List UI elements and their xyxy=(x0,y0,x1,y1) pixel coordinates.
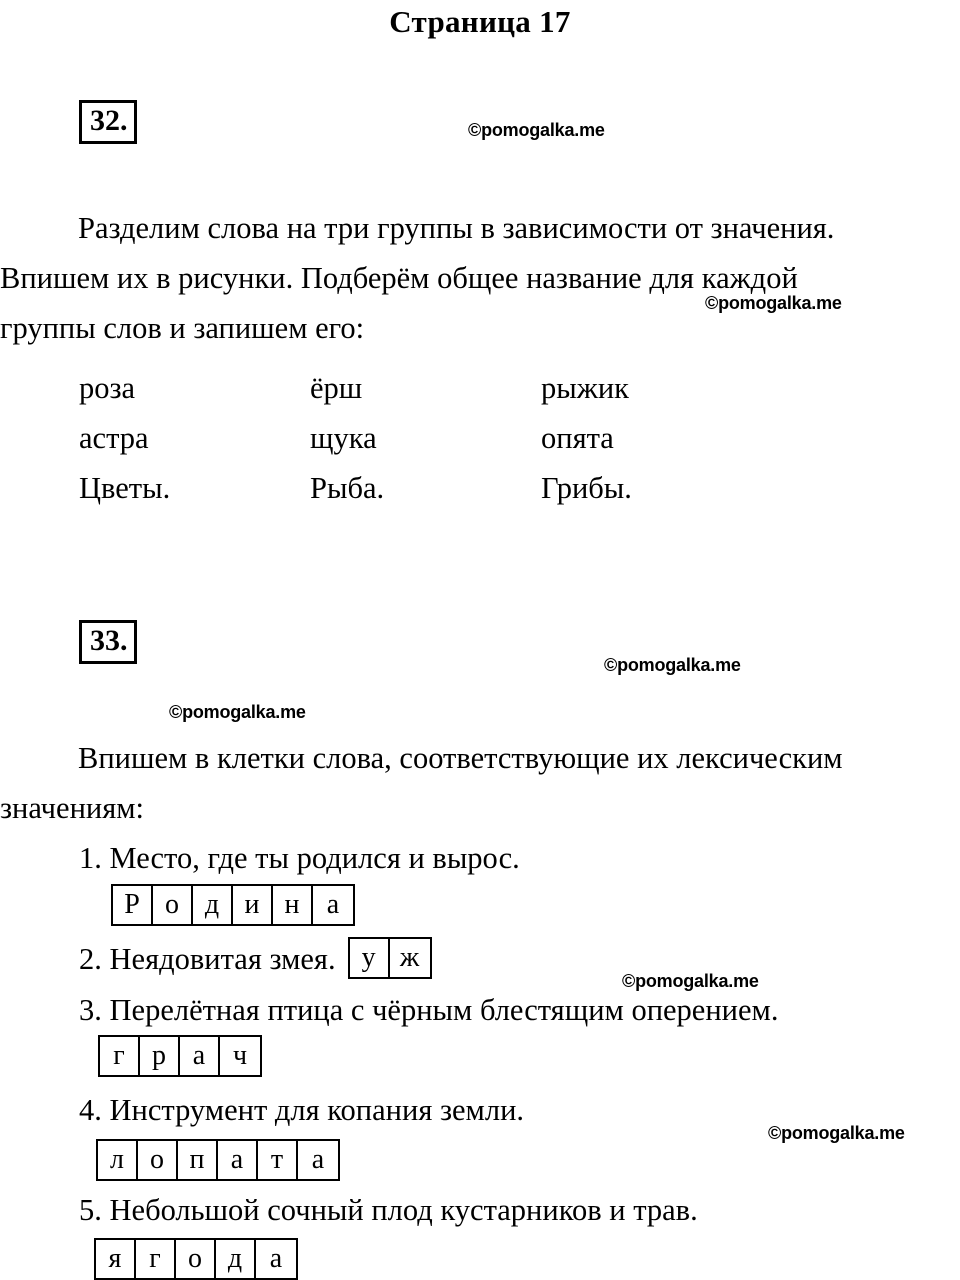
word-item: ёрш xyxy=(310,371,363,405)
exercise-32-instruction: Разделим слова на три группы в зависимости от значения. Впишем их в рисунки. Подберём общее название для каждой группы слов и запишем его: xyxy=(0,211,843,345)
answer-cell[interactable]: о xyxy=(153,886,193,924)
answer-cell[interactable]: у xyxy=(350,939,390,977)
watermark: ©pomogalka.me xyxy=(705,293,842,313)
answer-cell[interactable]: а xyxy=(311,1144,325,1175)
definition-line xyxy=(79,838,520,878)
answer-cell[interactable]: а xyxy=(269,1243,283,1274)
answer-cell[interactable]: ж xyxy=(399,942,420,973)
answer-cell[interactable]: о xyxy=(138,1141,178,1179)
answer-cell[interactable]: и xyxy=(233,886,273,924)
answer-cell[interactable]: о xyxy=(176,1240,216,1278)
answer-cell[interactable]: я xyxy=(96,1240,136,1278)
definition-text: 5. Небольшой сочный плод кустарников и трав. xyxy=(79,1193,698,1227)
word-item: опята xyxy=(541,421,614,455)
word-item: астра xyxy=(79,421,149,455)
word-item: рыжик xyxy=(541,371,629,405)
definition-text: 1. Место, где ты родился и вырос. xyxy=(79,841,520,875)
word-group-column xyxy=(541,363,772,513)
word-groups xyxy=(79,363,772,513)
answer-grid-yagoda[interactable] xyxy=(94,1238,298,1280)
watermark: ©pomogalka.me xyxy=(622,971,759,991)
watermark: ©pomogalka.me xyxy=(169,702,306,722)
answer-cell[interactable]: р xyxy=(140,1037,180,1075)
exercise-number-32: 32. xyxy=(79,100,137,144)
watermark: ©pomogalka.me xyxy=(468,120,605,140)
answer-grid-grach[interactable] xyxy=(98,1035,262,1077)
definition-line xyxy=(79,1090,524,1130)
answer-cell[interactable]: ч xyxy=(232,1040,248,1071)
answer-cell[interactable]: д xyxy=(193,886,233,924)
word-group-column xyxy=(79,363,310,513)
word-group-column xyxy=(310,363,541,513)
watermark: ©pomogalka.me xyxy=(768,1123,905,1143)
page-title: Страница 17 xyxy=(389,4,571,39)
definition-line xyxy=(79,938,432,980)
answer-cell[interactable]: г xyxy=(136,1240,176,1278)
word-item: щука xyxy=(310,421,377,455)
watermark: ©pomogalka.me xyxy=(604,655,741,675)
exercise-number-33: 33. xyxy=(79,620,137,664)
answer-cell[interactable]: т xyxy=(258,1141,298,1179)
answer-cell[interactable]: а xyxy=(326,889,340,920)
answer-cell[interactable]: Р xyxy=(113,886,153,924)
definition-text: 3. Перелётная птица с чёрным блестящим оперением. xyxy=(79,993,779,1027)
answer-cell[interactable]: п xyxy=(178,1141,218,1179)
answer-cell[interactable]: а xyxy=(218,1141,258,1179)
answer-grid-rodina[interactable] xyxy=(111,884,355,926)
word-item: роза xyxy=(79,371,136,405)
answer-grid-uzh[interactable] xyxy=(348,937,432,979)
exercise-33-instruction: Впишем в клетки слова, соответствующие их лексическим значениям: xyxy=(0,741,851,825)
word-group-title: Грибы. xyxy=(541,471,632,505)
answer-cell[interactable]: л xyxy=(98,1141,138,1179)
answer-cell[interactable]: а xyxy=(180,1037,220,1075)
answer-cell[interactable]: д xyxy=(216,1240,256,1278)
definition-text: 2. Неядовитая змея. xyxy=(79,942,336,976)
word-group-title: Цветы. xyxy=(79,471,171,505)
answer-cell[interactable]: г xyxy=(100,1037,140,1075)
definition-line xyxy=(79,1190,698,1230)
answer-grid-lopata[interactable] xyxy=(96,1139,340,1181)
word-group-title: Рыба. xyxy=(310,471,385,505)
definition-line xyxy=(79,990,778,1030)
definition-text: 4. Инструмент для копания земли. xyxy=(79,1093,525,1127)
answer-cell[interactable]: н xyxy=(273,886,313,924)
